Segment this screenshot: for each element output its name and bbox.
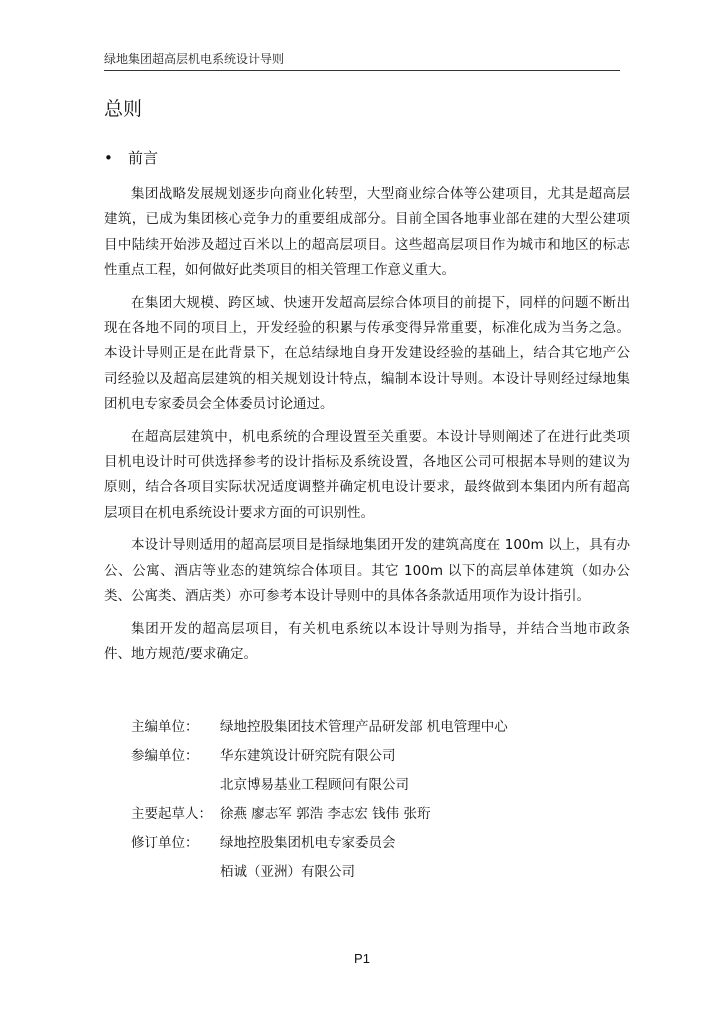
section-title: 总则	[104, 98, 143, 120]
subsection-title: 前言	[128, 149, 159, 167]
credit-label: 主编单位：	[131, 719, 199, 735]
credit-row	[131, 800, 508, 829]
header-title: 绿地集团超高层机电系统设计导则	[104, 52, 285, 66]
credit-row	[131, 829, 508, 858]
credit-row	[131, 858, 508, 887]
credit-label: 修订单位：	[131, 835, 199, 851]
credit-label	[131, 858, 220, 887]
credit-label: 主要起草人：	[131, 806, 212, 822]
credits-block	[131, 713, 508, 887]
bullet-icon: •	[104, 149, 113, 167]
credit-value: 绿地控股集团机电专家委员会	[220, 835, 396, 851]
credit-value: 绿地控股集团技术管理产品研发部 机电管理中心	[220, 719, 508, 735]
paragraph: 在集团大规模、跨区域、快速开发超高层综合体项目的前提下，同样的问题不断出现在各地不同的项目上，开发经验的积累与传承变得异常重要，标准化成为当务之急。本设计导则正是在此背景下，在总结绿地自身开发建设经验的基础上，结合其它地产公司经验以及超高层建筑的相关规划设计特点，编制本设计导则。本设计导则经过绿地集团机电专家委员会全体委员讨论通过。	[104, 294, 630, 413]
paragraph: 集团战略发展规划逐步向商业化转型，大型商业综合体等公建项目，尤其是超高层建筑，已成为集团核心竞争力的重要组成部分。目前全国各地事业部在建的大型公建项目中陆续开始涉及超过百米以上的超高层项目。这些超高层项目作为城市和地区的标志性重点工程，如何做好此类项目的相关管理工作意义重大。	[104, 186, 630, 279]
running-header	[104, 50, 620, 71]
preface-body	[104, 182, 630, 674]
credit-row	[131, 771, 508, 800]
credit-value: 北京博易基业工程顾问有限公司	[220, 777, 409, 793]
credit-value: 栢诚（亚洲）有限公司	[220, 864, 355, 880]
credit-row	[131, 713, 508, 742]
credit-value: 华东建筑设计研究院有限公司	[220, 748, 396, 764]
paragraph: 集团开发的超高层项目，有关机电系统以本设计导则为指导，并结合当地市政条件、地方规范/要求确定。	[104, 620, 630, 662]
credit-label	[131, 771, 220, 800]
credit-row	[131, 742, 508, 771]
credit-value: 徐燕 廖志军 郭浩 李志宏 钱伟 张珩	[220, 806, 431, 822]
paragraph: 在超高层建筑中，机电系统的合理设置至关重要。本设计导则阐述了在进行此类项目机电设计时可供选择参考的设计指标及系统设置，各地区公司可根据本导则的建议为原则，结合各项目实际状况适度调整并确定机电设计要求，最终做到本集团内所有超高层项目在机电系统设计要求方面的可识别性。	[104, 428, 630, 521]
page-number: P1	[354, 951, 370, 966]
credit-label: 参编单位：	[131, 748, 199, 764]
subsection-heading	[104, 146, 158, 170]
paragraph: 本设计导则适用的超高层项目是指绿地集团开发的建筑高度在 100m 以上，具有办公、公寓、酒店等业态的建筑综合体项目。其它 100m 以下的高层单体建筑（如办公类、公寓类、酒店类）亦可参考本设计导则中的具体各条款适用项作为设计指引。	[104, 537, 630, 605]
